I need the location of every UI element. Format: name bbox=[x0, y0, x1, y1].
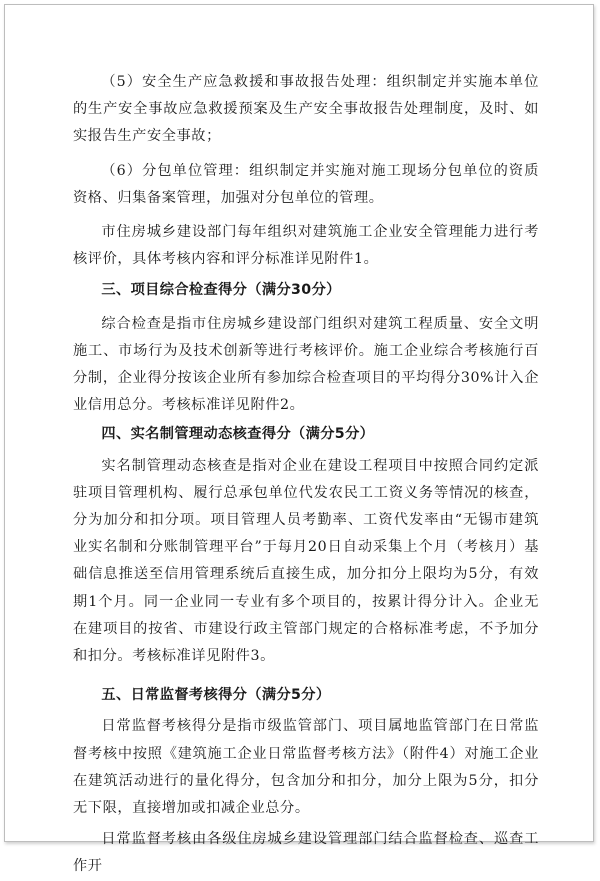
document-page bbox=[4, 4, 594, 875]
paragraph-daily-supervision-continued: 日常监督考核由各级住房城乡建设管理部门结合监督检查、巡查工作开 bbox=[73, 831, 539, 875]
paragraph-comprehensive-inspection: 综合检查是指市住房城乡建设部门组织对建筑工程质量、安全文明施工、市场行为及技术创新等进行考核评价。施工企业综合考核施行百分制，企业得分按该企业所有参加综合检查项目的平均得分30%计入企业信用总分。考核标准详见附件2。 bbox=[73, 315, 539, 414]
paragraph-safety-assessment: 市住房城乡建设部门每年组织对建筑施工企业安全管理能力进行考核评价，具体考核内容和评分标准详见附件1。 bbox=[73, 224, 539, 268]
paragraph-real-name-management: 实名制管理动态核查是指对企业在建设工程项目中按照合同约定派驻项目管理机构、履行总承包单位代发农民工工资义务等情况的核查，分为加分和扣分项。项目管理人员考勤率、工资代发率由“无锡市建筑业实名制和分账制管理平台”于每月20日自动采集上个月（考核月）基础信息推送至信用管理系统后直接生成，加分扣分上限均为5分，有效期1个月。同一企业同一专业有多个项目的，按累计得分计入。企业无在建项目的按省、市建设行政主管部门规定的合格标准考虑，不予加分和扣分。考核标准详见附件3。 bbox=[73, 457, 539, 665]
section-heading-3: 三、项目综合检查得分（满分30分） bbox=[101, 282, 341, 299]
paragraph-daily-supervision: 日常监督考核得分是指市级监管部门、项目属地监管部门在日常监督考核中按照《建筑施工企业日常监督考核方法》（附件4）对施工企业在建筑活动进行的量化得分，包含加分和扣分，加分上限为5分，扣分无下限，直接增加或扣减企业总分。 bbox=[73, 718, 539, 817]
section-heading-5: 五、日常监督考核得分（满分5分） bbox=[101, 687, 331, 704]
paragraph-item-6: （6）分包单位管理：组织制定并实施对施工现场分包单位的资质资格、归集备案管理，加强对分包单位的管理。 bbox=[73, 162, 539, 206]
section-heading-4: 四、实名制管理动态核查得分（满分5分） bbox=[101, 426, 375, 443]
paragraph-item-5: （5）安全生产应急救援和事故报告处理：组织制定并实施本单位的生产安全事故应急救援预案及生产安全事故报告处理制度，及时、如实报告生产安全事故； bbox=[73, 74, 539, 145]
document-body bbox=[73, 69, 539, 881]
